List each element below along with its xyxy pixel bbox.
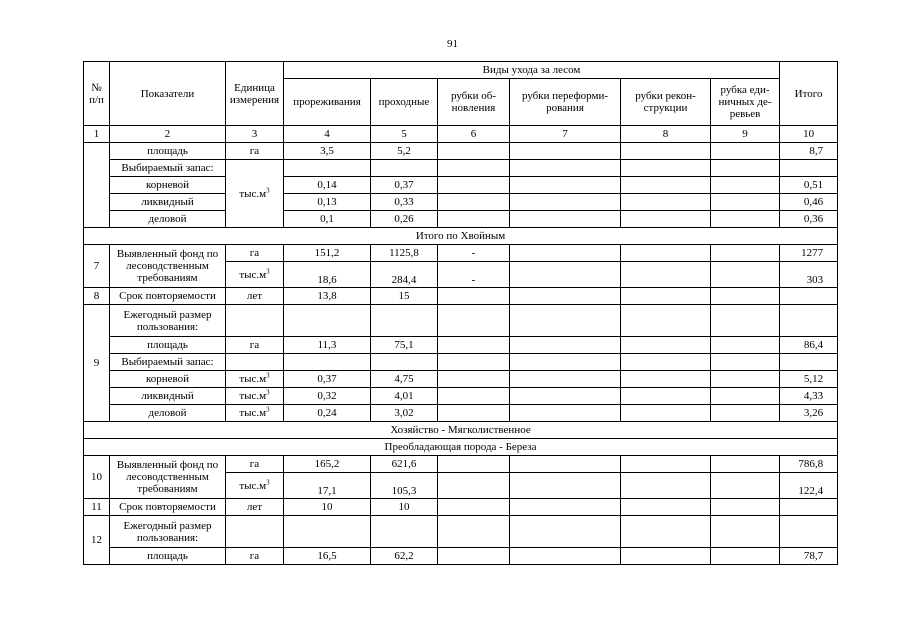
indicator-label: ликвидный xyxy=(110,388,226,405)
value-cell: 17,1 xyxy=(284,473,371,499)
col-num: 10 xyxy=(780,126,838,143)
unit-cell: га xyxy=(226,337,284,354)
col-num: 8 xyxy=(621,126,711,143)
header-passing: проходные xyxy=(371,79,438,126)
total-cell: 8,7 xyxy=(780,143,838,160)
value-cell: 165,2 xyxy=(284,456,371,473)
total-cell: 1277 xyxy=(780,245,838,262)
value-cell: 0,32 xyxy=(284,388,371,405)
total-cell: 4,33 xyxy=(780,388,838,405)
row-number: 12 xyxy=(84,516,110,565)
total-cell: 0,46 xyxy=(780,194,838,211)
value-cell: 62,2 xyxy=(371,548,438,565)
indicator-label: Выбираемый запас: xyxy=(110,160,226,177)
indicator-label: Срок повторяемости xyxy=(110,288,226,305)
section-title: Преобладающая порода - Береза xyxy=(84,439,838,456)
row-number: 11 xyxy=(84,499,110,516)
table-row xyxy=(84,305,838,337)
table-row xyxy=(84,211,838,228)
table-row xyxy=(84,337,838,354)
header-total: Итого xyxy=(780,62,838,126)
value-cell: 11,3 xyxy=(284,337,371,354)
value-cell: 0,37 xyxy=(284,371,371,388)
total-cell: 3,26 xyxy=(780,405,838,422)
value-cell: 10 xyxy=(371,499,438,516)
value-cell: 151,2 xyxy=(284,245,371,262)
indicator-label: Выбираемый запас: xyxy=(110,354,226,371)
value-cell: 0,24 xyxy=(284,405,371,422)
unit-cell: га xyxy=(226,245,284,262)
value-cell: 0,33 xyxy=(371,194,438,211)
table-row xyxy=(84,354,838,371)
table-row xyxy=(84,194,838,211)
indicator-label: площадь xyxy=(110,548,226,565)
unit-cell: $тыс.м^3$ xyxy=(226,473,284,499)
table-row xyxy=(84,388,838,405)
unit-cell: га xyxy=(226,456,284,473)
table-row xyxy=(84,288,838,305)
indicator-label: Ежегодный размер пользования: xyxy=(110,305,226,337)
value-cell: 0,13 xyxy=(284,194,371,211)
indicator-label: Выявленный фонд по лесоводственным требованиям xyxy=(110,245,226,288)
unit-cell: $тыс.м^3$ xyxy=(226,262,284,288)
unit-cell: $тыс.м^3$ xyxy=(226,388,284,405)
row-number-cell xyxy=(84,143,110,228)
column-numbers-row xyxy=(84,126,838,143)
indicator-label: площадь xyxy=(110,143,226,160)
table-row xyxy=(84,548,838,565)
indicator-label: ликвидный xyxy=(110,194,226,211)
header-indicator: Показатели xyxy=(110,62,226,126)
table-row xyxy=(84,405,838,422)
header-unit: Единица измерения xyxy=(226,62,284,126)
value-cell: 18,6 xyxy=(284,262,371,288)
indicator-label: корневой xyxy=(110,371,226,388)
col-num: 9 xyxy=(711,126,780,143)
section-title: Итого по Хвойным xyxy=(84,228,838,245)
total-cell: 5,12 xyxy=(780,371,838,388)
col-num: 6 xyxy=(438,126,510,143)
value-cell: 16,5 xyxy=(284,548,371,565)
table-row xyxy=(84,371,838,388)
indicator-label: корневой xyxy=(110,177,226,194)
value-cell: 75,1 xyxy=(371,337,438,354)
value-cell: - xyxy=(438,262,510,288)
value-cell: 3,5 xyxy=(284,143,371,160)
total-cell: 78,7 xyxy=(780,548,838,565)
total-cell: 303 xyxy=(780,262,838,288)
unit-cell: $тыс.м^3$ xyxy=(226,160,284,228)
value-cell: 0,14 xyxy=(284,177,371,194)
row-number: 8 xyxy=(84,288,110,305)
value-cell: 4,01 xyxy=(371,388,438,405)
table-row xyxy=(84,245,838,262)
col-num: 5 xyxy=(371,126,438,143)
value-cell: 5,2 xyxy=(371,143,438,160)
header-thinning: прореживания xyxy=(284,79,371,126)
table-row xyxy=(84,143,838,160)
header-reform: рубки переформирования xyxy=(510,79,621,126)
header-care-types: Виды ухода за лесом xyxy=(284,62,780,79)
row-number: 7 xyxy=(84,245,110,288)
col-num: 2 xyxy=(110,126,226,143)
value-cell: 105,3 xyxy=(371,473,438,499)
value-cell: 0,26 xyxy=(371,211,438,228)
value-cell: 4,75 xyxy=(371,371,438,388)
value-cell: 0,37 xyxy=(371,177,438,194)
value-cell: 284,4 xyxy=(371,262,438,288)
col-num: 7 xyxy=(510,126,621,143)
table-row xyxy=(84,456,838,473)
table-row xyxy=(84,160,838,177)
unit-cell: $тыс.м^3$ xyxy=(226,405,284,422)
value-cell: 3,02 xyxy=(371,405,438,422)
value-cell: 1125,8 xyxy=(371,245,438,262)
unit-cell: га xyxy=(226,143,284,160)
section-title: Хозяйство - Мягколиственное xyxy=(84,422,838,439)
header-renewal: рубки обновления xyxy=(438,79,510,126)
value-cell: 15 xyxy=(371,288,438,305)
value-cell: 13,8 xyxy=(284,288,371,305)
table-row xyxy=(84,516,838,548)
col-num: 4 xyxy=(284,126,371,143)
total-cell: 0,36 xyxy=(780,211,838,228)
indicator-label: Выявленный фонд по лесоводственным требованиям xyxy=(110,456,226,499)
col-num: 3 xyxy=(226,126,284,143)
col-num: 1 xyxy=(84,126,110,143)
total-cell: 786,8 xyxy=(780,456,838,473)
row-number: 10 xyxy=(84,456,110,499)
page-number: 91 xyxy=(447,38,458,50)
header-no: № п/п xyxy=(84,62,110,126)
indicator-label: площадь xyxy=(110,337,226,354)
unit-cell: га xyxy=(226,548,284,565)
unit-cell: $тыс.м^3$ xyxy=(226,371,284,388)
total-cell: 0,51 xyxy=(780,177,838,194)
indicator-label: Ежегодный размер пользования: xyxy=(110,516,226,548)
indicator-label: деловой xyxy=(110,405,226,422)
row-number: 9 xyxy=(84,305,110,422)
value-cell: 10 xyxy=(284,499,371,516)
indicator-label: Срок повторяемости xyxy=(110,499,226,516)
total-cell: 86,4 xyxy=(780,337,838,354)
value-cell: - xyxy=(438,245,510,262)
unit-cell: лет xyxy=(226,288,284,305)
value-cell: 0,1 xyxy=(284,211,371,228)
table-row xyxy=(84,499,838,516)
forest-care-table xyxy=(83,61,838,565)
table-row xyxy=(84,177,838,194)
header-recon: рубки реконструкции xyxy=(621,79,711,126)
indicator-label: деловой xyxy=(110,211,226,228)
unit-cell: лет xyxy=(226,499,284,516)
header-single: рубка единичных деревьев xyxy=(711,79,780,126)
total-cell: 122,4 xyxy=(780,473,838,499)
value-cell: 621,6 xyxy=(371,456,438,473)
